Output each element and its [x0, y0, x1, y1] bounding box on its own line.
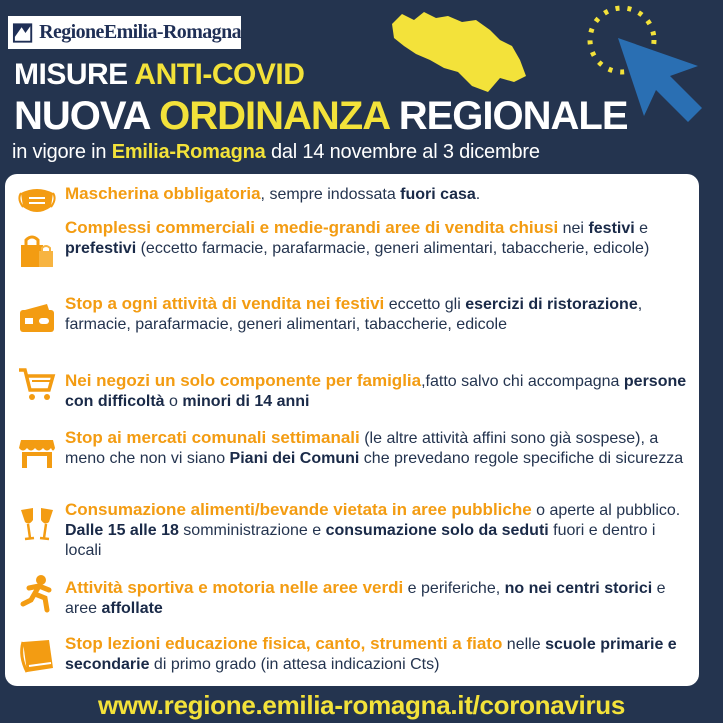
glasses-toast-icon [17, 504, 57, 544]
wallet-icon [17, 298, 57, 338]
measure-weekly-markets: Stop ai mercati comunali settimanali (le altre attività affini sono già sospese), a meno che non vi siano Piani dei Comuni che prevedano regole specifiche di sicurezza [65, 428, 684, 467]
logo-text: RegioneEmilia-Romagna [39, 21, 241, 43]
emilia-romagna-map-icon [388, 6, 534, 98]
mask-icon [17, 181, 57, 221]
book-icon [17, 636, 57, 676]
headline-misure: MISURE ANTI-COVID [14, 58, 305, 91]
website-link[interactable]: www.regione.emilia-romagna.it/coronavirus [97, 690, 626, 720]
regione-logo[interactable] [8, 16, 241, 49]
measure-holiday-sales: Stop a ogni attività di vendita nei festivi eccetto gli esercizi di ristorazione, farmacie, parafarmacie, generi alimentari, tabaccherie, edicole [65, 294, 643, 333]
measure-mask: Mascherina obbligatoria, sempre indossata fuori casa. [65, 184, 481, 203]
measures-card [5, 174, 699, 686]
headline-ordinanza: NUOVA ORDINANZA REGIONALE [14, 94, 628, 138]
flag-icon [12, 22, 33, 44]
measure-one-per-family: Nei negozi un solo componente per famiglia,fatto salvo chi accompagna persone con difficoltà o minori di 14 anni [65, 371, 687, 410]
measure-shopping-centres: Complessi commerciali e medie-grandi aree di vendita chiusi nei festivi e prefestivi (eccetto farmacie, parafarmacie, generi alimentari, tabaccherie, edicole) [65, 218, 650, 257]
measure-school-lessons: Stop lezioni educazione fisica, canto, strumenti a fiato nelle scuole primarie e secondarie di primo grado (in attesa indicazioni Cts) [65, 634, 677, 673]
market-stall-icon [17, 432, 57, 472]
headline-dates: in vigore in Emilia-Romagna dal 14 novembre al 3 dicembre [12, 141, 540, 163]
running-person-icon [17, 574, 57, 614]
measure-food-drink: Consumazione alimenti/bevande vietata in aree pubbliche o aperte al pubblico. Dalle 15 alle 18 somministrazione e consumazione solo da seduti fuori e dentro i locali [65, 500, 681, 559]
shopping-bag-icon [17, 231, 57, 271]
cart-icon [17, 364, 57, 404]
measure-sport: Attività sportiva e motoria nelle aree verdi e periferiche, no nei centri storici e aree affollate [65, 578, 666, 617]
